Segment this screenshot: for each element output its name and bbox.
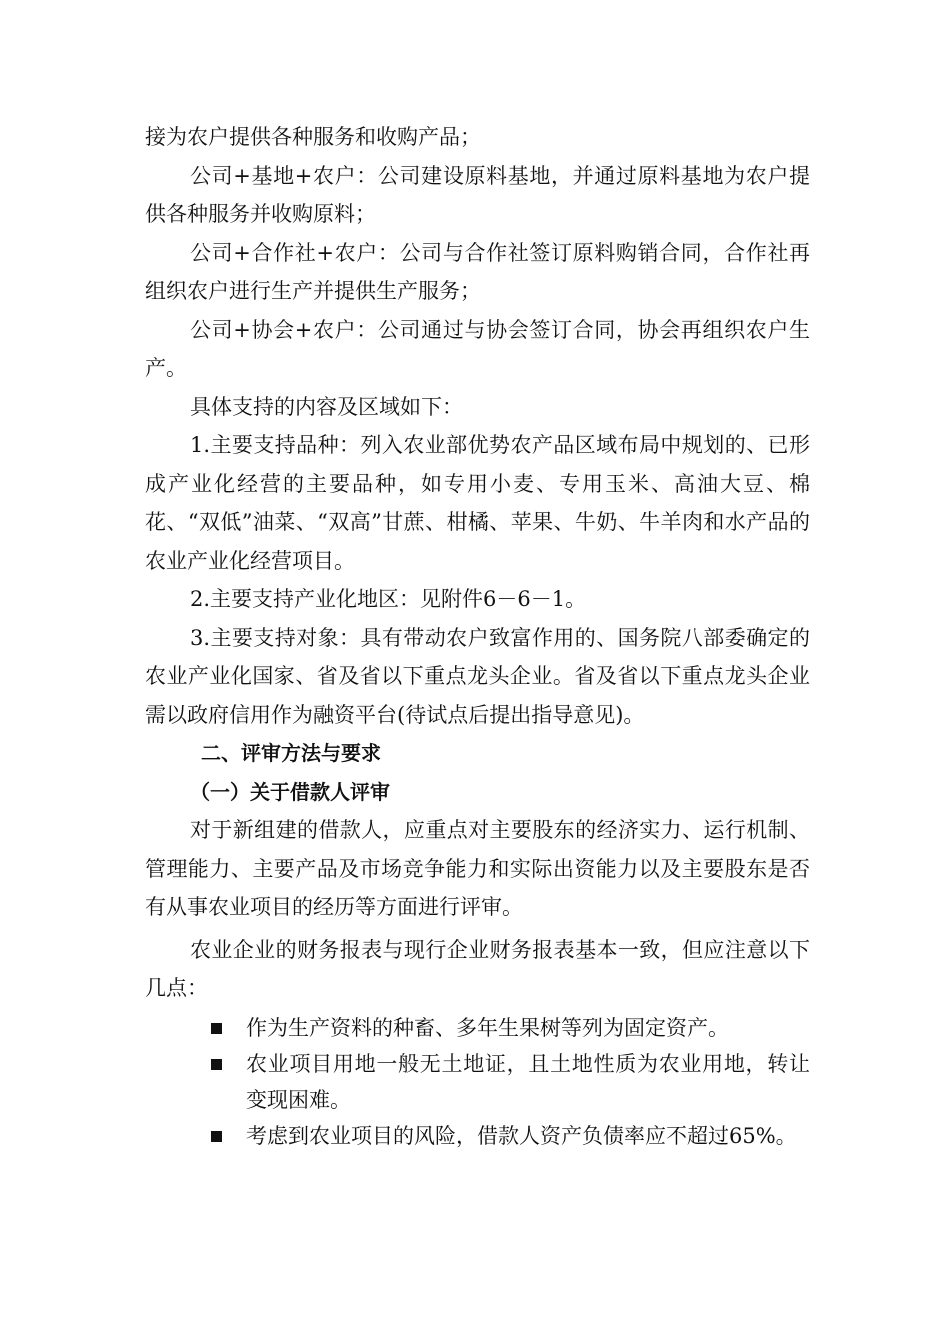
paragraph-support-regions: 2.主要支持产业化地区：见附件6－6－1。 bbox=[190, 587, 587, 611]
list-item-text: 农业项目用地一般无土地证，且土地性质为农业用地，转让变现困难。 bbox=[246, 1051, 810, 1112]
list-item-text: 考虑到农业项目的风险，借款人资产负债率应不超过65%。 bbox=[246, 1123, 797, 1148]
list-item bbox=[145, 1046, 810, 1118]
paragraph-group-top bbox=[145, 118, 810, 734]
square-bullet-icon bbox=[211, 1131, 222, 1142]
paragraph-company-base-farmer: 公司+基地+农户：公司建设原料基地，并通过原料基地为农户提供各种服务并收购原料； bbox=[145, 163, 810, 226]
paragraph-continuation: 接为农户提供各种服务和收购产品； bbox=[145, 125, 481, 149]
paragraph-company-assoc-farmer: 公司+协会+农户：公司通过与协会签订合同，协会再组织农户生产。 bbox=[145, 317, 810, 380]
paragraph-financial-statements: 农业企业的财务报表与现行企业财务报表基本一致，但应注意以下几点： bbox=[145, 937, 810, 1000]
paragraph-support-varieties: 1.主要支持品种：列入农业部优势农产品区域布局中规划的、已形成产业化经营的主要品种，如专用小麦、专用玉米、高油大豆、棉花、“双低”油菜、“双高”甘蔗、柑橘、苹果、牛奶、牛羊肉和水产品的农业产业化经营项目。 bbox=[145, 433, 810, 573]
square-bullet-icon bbox=[211, 1059, 222, 1070]
list-item-text: 作为生产资料的种畜、多年生果树等列为固定资产。 bbox=[246, 1015, 729, 1040]
paragraph-new-borrower: 对于新组建的借款人，应重点对主要股东的经济实力、运行机制、管理能力、主要产品及市场竞争能力和实际出资能力以及主要股东是否有从事农业项目的经历等方面进行评审。 bbox=[145, 818, 810, 919]
section-heading: 二、评审方法与要求 bbox=[201, 741, 381, 765]
paragraph-company-coop-farmer: 公司+合作社+农户：公司与合作社签订原料购销合同，合作社再组织农户进行生产并提供生产服务； bbox=[145, 240, 810, 303]
paragraph-support-intro: 具体支持的内容及区域如下： bbox=[190, 394, 463, 419]
list-item bbox=[145, 1118, 810, 1154]
list-item bbox=[145, 1010, 810, 1046]
document-page bbox=[145, 118, 810, 1154]
bullet-list bbox=[145, 1010, 810, 1154]
subsection-heading: （一）关于借款人评审 bbox=[190, 779, 390, 804]
square-bullet-icon bbox=[211, 1023, 222, 1034]
paragraph-support-targets: 3.主要支持对象：具有带动农户致富作用的、国务院八部委确定的农业产业化国家、省及省以下重点龙头企业。省及省以下重点龙头企业需以政府信用作为融资平台(待试点后提出指导意见)。 bbox=[145, 625, 810, 727]
